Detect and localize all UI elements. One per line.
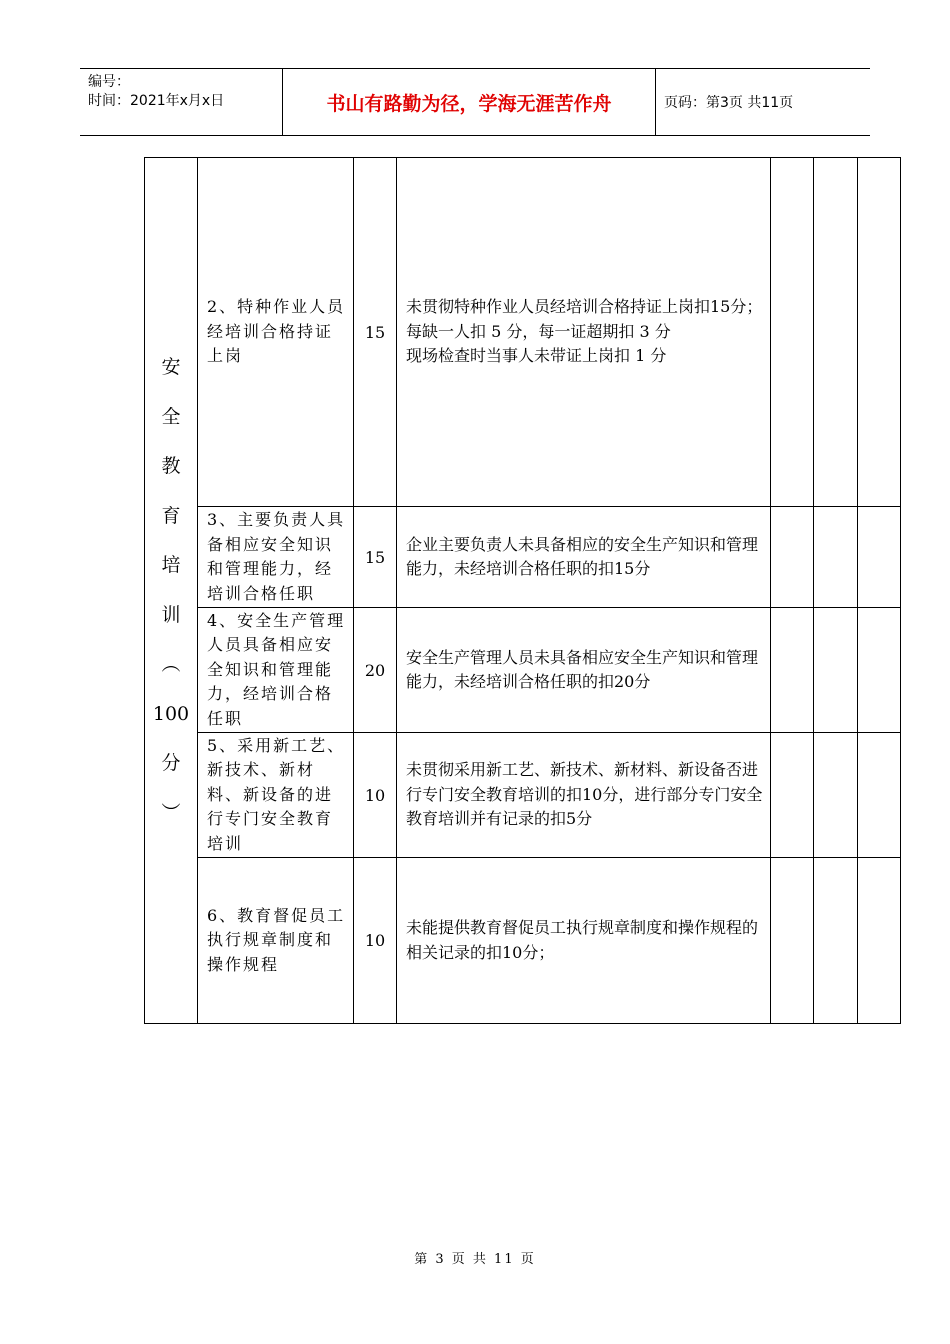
empty-cell	[858, 608, 901, 733]
empty-cell	[771, 608, 814, 733]
item-cell: 5、采用新工艺、新技术、新材料、新设备的进行专门安全教育培训	[198, 733, 354, 858]
score-cell: 10	[354, 858, 397, 1024]
criteria-line: 未能提供教育督促员工执行规章制度和操作规程的相关记录的扣10分；	[406, 918, 759, 962]
evaluation-table	[144, 157, 901, 1024]
category-char: 训	[161, 603, 181, 626]
empty-cell	[858, 858, 901, 1024]
criteria-cell	[397, 507, 771, 608]
empty-cell	[858, 158, 901, 507]
category-char: 全	[161, 405, 181, 428]
empty-cell	[771, 733, 814, 858]
category-char: ︶	[161, 801, 181, 824]
criteria-line: 企业主要负责人未具备相应的安全生产知识和管理能力，未经培训合格任职的扣15分	[406, 534, 759, 578]
table-row	[145, 507, 901, 608]
criteria-line: 未贯彻特种作业人员经培训合格持证上岗扣15分；	[406, 297, 763, 317]
empty-cell	[814, 158, 858, 507]
empty-cell	[814, 858, 858, 1024]
category-char: 培	[161, 554, 181, 576]
empty-cell	[771, 858, 814, 1024]
category-char: 100	[152, 702, 190, 725]
score-cell: 20	[354, 608, 397, 733]
criteria-cell	[397, 858, 771, 1024]
criteria-line: 现场检查时当事人未带证上岗扣 1 分	[406, 346, 667, 366]
table-row	[145, 858, 901, 1024]
category-cell	[145, 158, 198, 1024]
document-number-label: 编号：	[88, 74, 130, 90]
score-cell: 15	[354, 507, 397, 608]
item-cell: 2、特种作业人员经培训合格持证上岗	[198, 158, 354, 507]
empty-cell	[858, 507, 901, 608]
document-time-label: 时间：2021年x月x日	[88, 93, 225, 109]
criteria-cell	[397, 733, 771, 858]
category-char: 安	[161, 356, 181, 378]
item-cell: 4、安全生产管理人员具备相应安全知识和管理能力，经培训合格任职	[198, 608, 354, 733]
header-page-label: 页码：第3页 共11页	[664, 95, 794, 111]
category-char: ︵	[161, 653, 181, 675]
table-row	[145, 733, 901, 858]
empty-cell	[814, 507, 858, 608]
empty-cell	[858, 733, 901, 858]
table-row	[145, 158, 901, 507]
item-cell: 3、主要负责人具备相应安全知识和管理能力，经培训合格任职	[198, 507, 354, 608]
table-row	[145, 608, 901, 733]
category-char: 分	[161, 752, 181, 774]
score-cell: 15	[354, 158, 397, 507]
item-cell: 6、教育督促员工执行规章制度和操作规程	[198, 858, 354, 1024]
page-header	[80, 68, 870, 136]
empty-cell	[771, 507, 814, 608]
empty-cell	[771, 158, 814, 507]
category-label	[145, 343, 197, 838]
score-cell: 10	[354, 733, 397, 858]
empty-cell	[814, 733, 858, 858]
criteria-cell	[397, 158, 771, 507]
criteria-cell	[397, 608, 771, 733]
criteria-line: 未贯彻采用新工艺、新技术、新材料、新设备否进行专门安全教育培训的扣10分，进行部分专门安全教育培训并有记录的扣5分	[406, 760, 763, 829]
page-footer: 第 3 页 共 11 页	[414, 1252, 536, 1267]
empty-cell	[814, 608, 858, 733]
criteria-line: 每缺一人扣 5 分，每一证超期扣 3 分	[406, 321, 671, 341]
header-motto: 书山有路勤为径，学海无涯苦作舟	[282, 69, 656, 135]
header-meta	[88, 73, 278, 111]
criteria-line: 安全生产管理人员未具备相应安全生产知识和管理能力，未经培训合格任职的扣20分	[406, 647, 759, 691]
category-char: 教	[161, 455, 181, 477]
category-char: 育	[161, 504, 181, 527]
